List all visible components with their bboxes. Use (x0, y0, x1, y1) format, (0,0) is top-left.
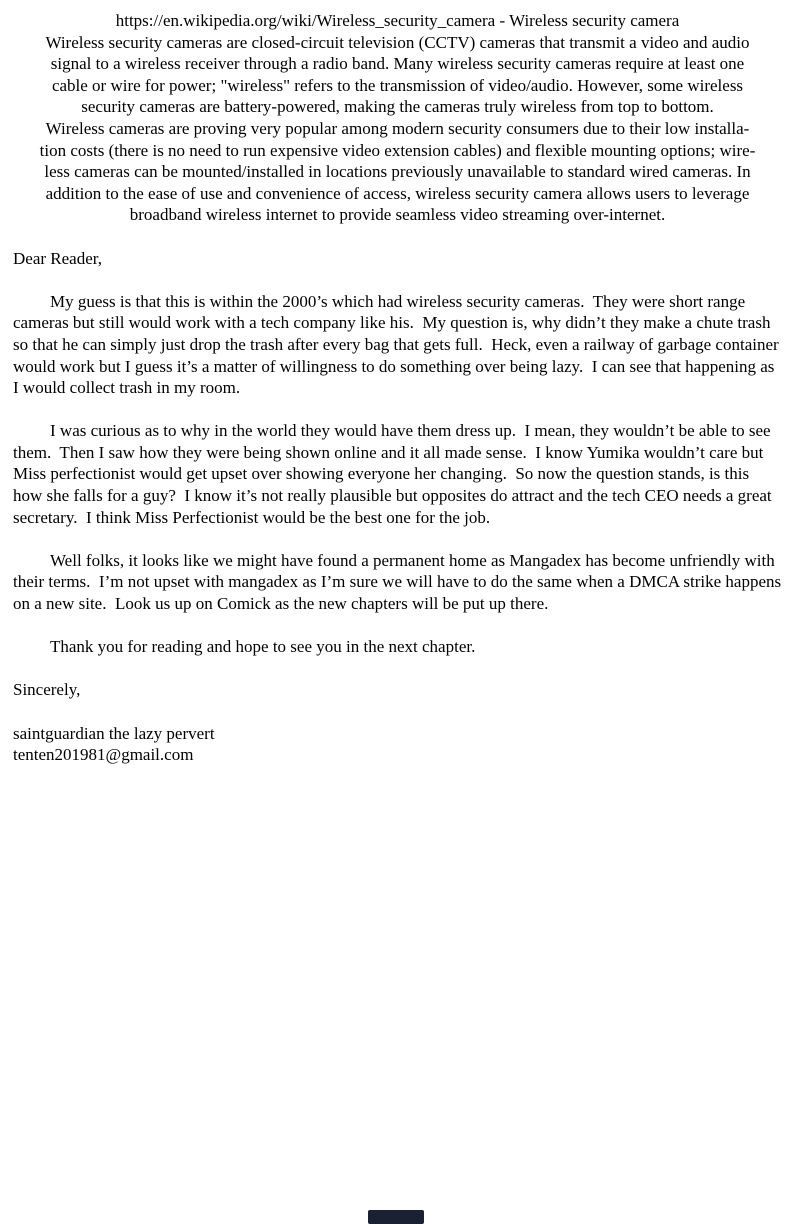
signature-block (13, 723, 782, 766)
header-quote-block (13, 10, 782, 226)
header-quote-line: cable or wire for power; "wireless" refers to the transmission of video/audio. However, some wireless (51, 75, 744, 95)
letter-paragraph: I was curious as to why in the world they would have them dress up. I mean, they wouldn’t be able to see them. Then I saw how they were being shown online and it all made sense. I know Yumika wouldn’t care but Miss perfectionist would get upset over showing everyone her changing. So now the question stands, is this how she falls for a guy? I know it’s not really plausible but opposites do attract and the tech CEO needs a great secretary. I think Miss Perfectionist would be the best one for the job. (13, 421, 776, 527)
header-quote-line: https://en.wikipedia.org/wiki/Wireless_security_camera - Wireless security camera (115, 11, 680, 30)
header-quote-line: security cameras are battery-powered, making the cameras truly wireless from top to bottom. (81, 97, 714, 117)
header-quote-line: broadband wireless internet to provide seamless video streaming over-internet. (129, 205, 666, 225)
header-quote-line: less cameras can be mounted/installed in locations previously unavailable to standard wired cameras. In (44, 162, 751, 182)
bottom-marker (368, 1210, 424, 1224)
letter-paragraph: Well folks, it looks like we might have found a permanent home as Mangadex has become unfriendly with their terms. I’m not upset with mangadex as I’m sure we will have to do the same when a DMCA strike happens on a new site. Look us up on Comick as the new chapters will be put up there. (13, 550, 786, 614)
header-quote-line: Wireless cameras are proving very popular among modern security consumers due to their low installa- (45, 118, 750, 138)
salutation: Dear Reader, (13, 248, 102, 268)
closing: Sincerely, (13, 680, 81, 700)
signature-email: tenten201981@gmail.com (13, 745, 194, 765)
letter-paragraph: Thank you for reading and hope to see you in the next chapter. (50, 637, 476, 657)
letter-paragraph: My guess is that this is within the 2000’s which had wireless security cameras. They were short range cameras but still would work with a tech company like his. My question is, why didn’t they make a chute trash so that he can simply just drop the trash after every bag that gets full. Heck, even a railway of garbage container would work but I guess it’s a matter of willingness to do something over being lazy. I can see that happening as I would collect trash in my room. (13, 291, 783, 398)
header-quote-line: signal to a wireless receiver through a radio band. Many wireless security cameras require at least one (50, 54, 745, 74)
header-quote-line: addition to the ease of use and convenience of access, wireless security camera allows users to leverage (45, 183, 750, 203)
header-quote-line: Wireless security cameras are closed-circuit television (CCTV) cameras that transmit a video and audio (45, 32, 750, 52)
letter-body (13, 248, 786, 766)
signature-name: saintguardian the lazy pervert (13, 723, 215, 743)
header-quote-line: tion costs (there is no need to run expensive video extension cables) and flexible mounting options; wire- (39, 140, 756, 160)
letter-paragraphs (13, 291, 786, 658)
